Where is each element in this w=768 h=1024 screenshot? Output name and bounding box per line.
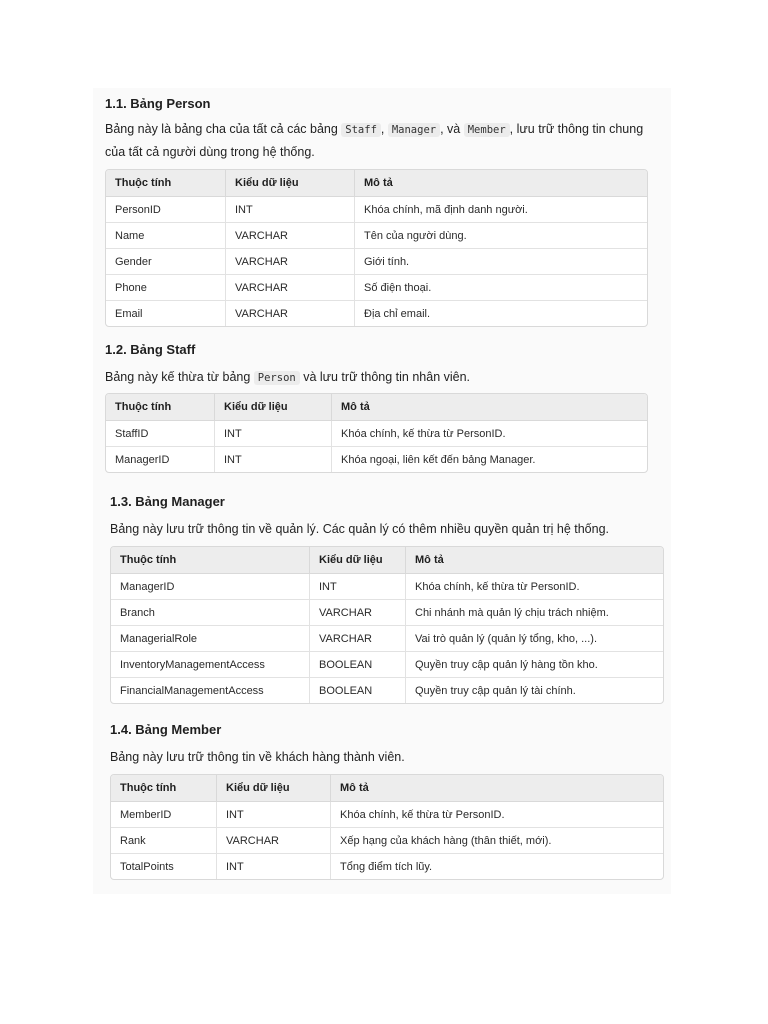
member-table <box>110 774 664 880</box>
table-row <box>106 249 647 275</box>
table-row <box>106 421 647 447</box>
table-cell: PersonID <box>106 197 226 223</box>
table-cell: INT <box>217 802 331 828</box>
table-row <box>106 447 647 472</box>
desc-text: , lưu trữ thông tin chung của tất cả người dùng trong hệ thống. <box>105 122 644 159</box>
table-header-row <box>106 170 647 197</box>
manager-table <box>110 546 664 704</box>
table-cell: Branch <box>111 600 310 626</box>
table-row <box>111 626 663 652</box>
column-header: Mô tả <box>406 547 663 574</box>
table-row <box>106 275 647 301</box>
table-header-row <box>111 775 663 802</box>
column-header: Mô tả <box>355 170 647 197</box>
desc-text: Bảng này lưu trữ thông tin về khách hàng thành viên. <box>110 750 405 764</box>
table-cell: INT <box>310 574 406 600</box>
table-cell: Khóa chính, mã định danh người. <box>355 197 647 223</box>
column-header: Kiểu dữ liệu <box>217 775 331 802</box>
person-table <box>105 169 648 327</box>
table-cell: ManagerialRole <box>111 626 310 652</box>
table-cell: Khóa chính, kế thừa từ PersonID. <box>331 802 663 828</box>
column-header: Mô tả <box>332 394 647 421</box>
desc-text: , <box>380 122 388 136</box>
column-header: Thuộc tính <box>106 170 226 197</box>
table-cell: VARCHAR <box>226 223 355 249</box>
desc-text: Bảng này lưu trữ thông tin về quản lý. Các quản lý có thêm nhiều quyền quản trị hệ thống. <box>110 522 609 536</box>
column-header: Thuộc tính <box>111 775 217 802</box>
table-cell: StaffID <box>106 421 215 447</box>
column-header: Kiểu dữ liệu <box>215 394 332 421</box>
table-row <box>106 223 647 249</box>
table-header-row <box>111 547 663 574</box>
table-row <box>106 301 647 326</box>
column-header: Thuộc tính <box>106 394 215 421</box>
desc-text: Bảng này kế thừa từ bảng <box>105 370 254 384</box>
table-cell: Quyền truy cập quản lý hàng tồn kho. <box>406 652 663 678</box>
table-cell: Quyền truy cập quản lý tài chính. <box>415 684 576 697</box>
table-cell: ManagerID <box>111 574 310 600</box>
table-row <box>111 678 663 703</box>
table-cell: FinancialManagementAccess <box>111 678 310 703</box>
table-cell: InventoryManagementAccess <box>111 652 310 678</box>
inline-code: Manager <box>388 123 440 137</box>
table-cell: VARCHAR <box>226 275 355 301</box>
table-cell: Số điện thoại. <box>355 275 647 301</box>
section-description <box>110 746 665 768</box>
table-cell: Tổng điểm tích lũy. <box>340 860 433 873</box>
inline-code: Staff <box>341 123 381 137</box>
table-cell: Email <box>106 301 226 326</box>
table-row <box>111 600 663 626</box>
table-cell: Vai trò quản lý (quản lý tổng, kho, ...). <box>406 626 663 652</box>
table-cell: INT <box>217 854 331 879</box>
table-cell: Địa chỉ email. <box>364 307 431 320</box>
table-cell: INT <box>215 447 332 472</box>
table-cell: INT <box>215 421 332 447</box>
table-cell: VARCHAR <box>310 626 406 652</box>
table-cell: Khóa ngoại, liên kết đến bảng Manager. <box>341 453 536 466</box>
table-cell: BOOLEAN <box>310 652 406 678</box>
column-header: Thuộc tính <box>111 547 310 574</box>
table-row <box>111 802 663 828</box>
table-cell: VARCHAR <box>217 828 331 854</box>
table-cell: Gender <box>106 249 226 275</box>
section-description <box>105 118 650 163</box>
table-cell: BOOLEAN <box>310 678 406 703</box>
table-cell: Rank <box>111 828 217 854</box>
column-header: Kiểu dữ liệu <box>310 547 406 574</box>
table-cell: INT <box>226 197 355 223</box>
table-cell: VARCHAR <box>226 249 355 275</box>
section-title: 1.2. Bảng Staff <box>105 342 196 357</box>
staff-table <box>105 393 648 473</box>
table-cell: Name <box>106 223 226 249</box>
table-header-row <box>106 394 647 421</box>
column-header: Kiểu dữ liệu <box>226 170 355 197</box>
section-title: 1.1. Bảng Person <box>105 96 211 111</box>
section-title: 1.4. Bảng Member <box>110 722 222 737</box>
section-description <box>105 366 650 389</box>
section-title: 1.3. Bảng Manager <box>110 494 225 509</box>
table-cell: Khóa chính, kế thừa từ PersonID. <box>406 574 663 600</box>
inline-code: Person <box>254 371 300 385</box>
table-cell: ManagerID <box>106 447 215 472</box>
column-header: Mô tả <box>331 775 663 802</box>
table-cell: TotalPoints <box>111 854 217 879</box>
table-cell: Khóa chính, kế thừa từ PersonID. <box>332 421 647 447</box>
table-cell: Phone <box>106 275 226 301</box>
table-row <box>111 828 663 854</box>
table-row <box>111 652 663 678</box>
table-cell: Chi nhánh mà quản lý chịu trách nhiệm. <box>406 600 663 626</box>
table-cell: VARCHAR <box>226 301 355 326</box>
table-cell: Tên của người dùng. <box>355 223 647 249</box>
desc-text: và lưu trữ thông tin nhân viên. <box>299 370 471 384</box>
table-cell: VARCHAR <box>310 600 406 626</box>
table-cell: Giới tính. <box>355 249 647 275</box>
desc-text: Bảng này là bảng cha của tất cả các bảng <box>105 122 342 136</box>
table-cell: Xếp hạng của khách hàng (thân thiết, mới). <box>331 828 663 854</box>
section-description <box>110 518 665 540</box>
table-cell: MemberID <box>111 802 217 828</box>
table-row <box>111 574 663 600</box>
desc-text: , và <box>440 122 464 136</box>
table-row <box>111 854 663 879</box>
table-row <box>106 197 647 223</box>
inline-code: Member <box>464 123 510 137</box>
